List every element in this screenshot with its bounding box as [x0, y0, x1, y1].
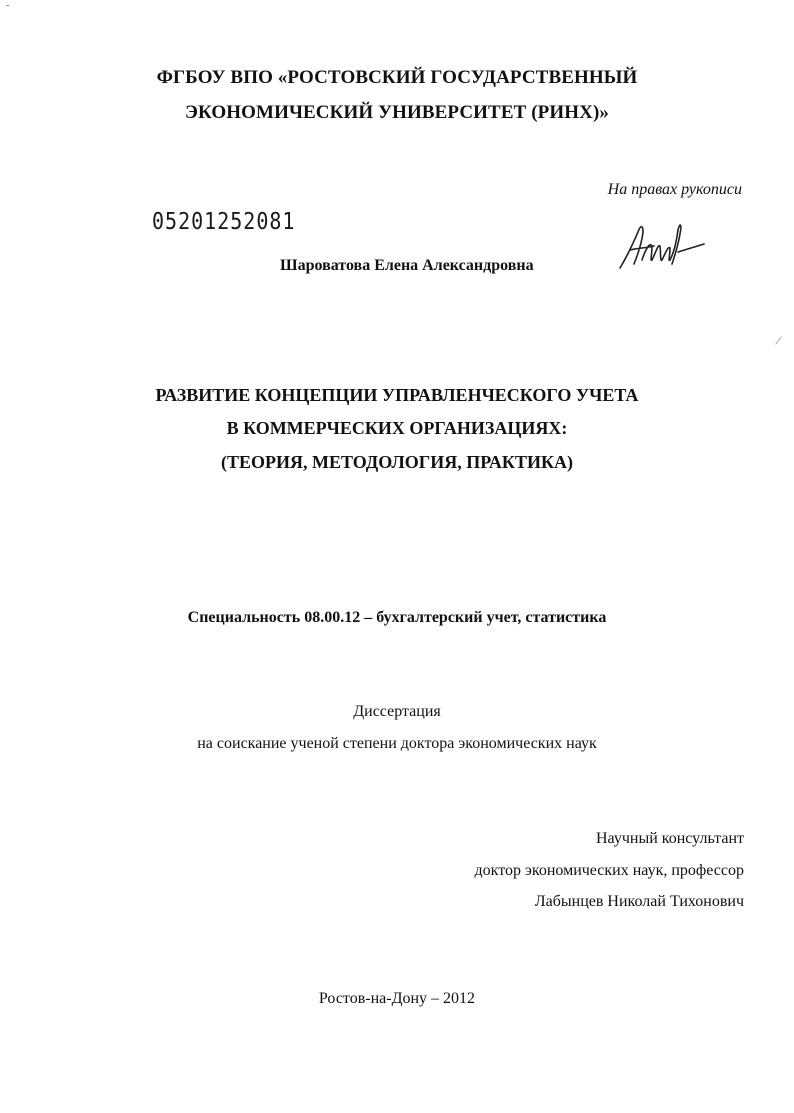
stray-mark-side: / — [773, 333, 783, 350]
consultant-name: Лабынцев Николай Тихонович — [534, 893, 744, 910]
consultant-title: доктор экономических наук, профессор — [474, 862, 744, 879]
specialty-line: Специальность 08.00.12 – бухгалтерский учет, статистика — [187, 609, 607, 626]
dissertation-label: Диссертация — [353, 703, 441, 720]
manuscript-note: На правах рукописи — [607, 181, 742, 198]
author-name: Шароватова Елена Александровна — [280, 257, 534, 274]
institution-line-1: ФГБОУ ВПО «РОСТОВСКИЙ ГОСУДАРСТВЕННЫЙ — [156, 67, 638, 88]
dissertation-title-line-1: РАЗВИТИЕ КОНЦЕПЦИИ УПРАВЛЕНЧЕСКОГО УЧЕТА — [155, 385, 639, 405]
signature — [612, 218, 712, 274]
dissertation-title-line-2: В КОММЕРЧЕСКИХ ОРГАНИЗАЦИЯХ: — [226, 418, 568, 438]
stray-mark-top: - — [6, 0, 10, 11]
dissertation-title-line-3: (ТЕОРИЯ, МЕТОДОЛОГИЯ, ПРАКТИКА) — [220, 452, 574, 472]
degree-line: на соискание ученой степени доктора экономических наук — [197, 735, 597, 752]
consultant-label: Научный консультант — [596, 830, 744, 847]
institution-line-2: ЭКОНОМИЧЕСКИЙ УНИВЕРСИТЕТ (РИНХ)» — [185, 102, 609, 123]
city-year: Ростов-на-Дону – 2012 — [318, 990, 476, 1007]
archive-stamp-number: 05201252081 — [152, 207, 296, 235]
